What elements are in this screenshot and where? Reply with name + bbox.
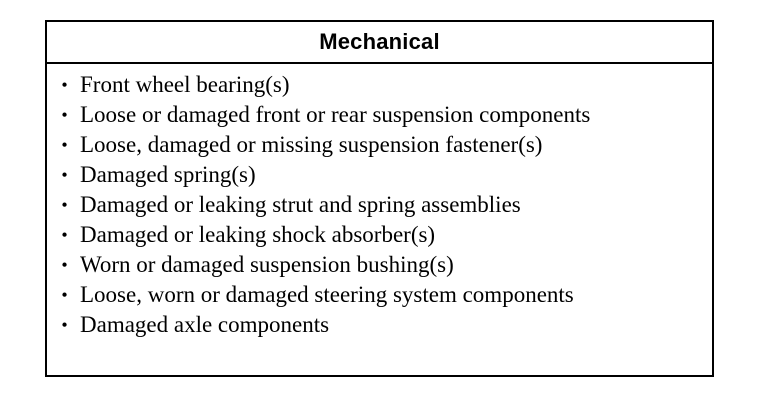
bullet-icon: • xyxy=(61,255,68,275)
bullet-icon: • xyxy=(61,135,68,155)
bullet-icon: • xyxy=(61,165,68,185)
bullet-icon: • xyxy=(61,225,68,245)
list-item-text: Worn or damaged suspension bushing(s) xyxy=(80,252,454,277)
list-item-text: Loose, damaged or missing suspension fastener(s) xyxy=(80,132,543,157)
list-item xyxy=(47,70,712,100)
list-item-text: Damaged axle components xyxy=(80,312,330,337)
list-item xyxy=(47,190,712,220)
list-item-text: Damaged or leaking strut and spring assemblies xyxy=(80,192,521,217)
list-item xyxy=(47,280,712,310)
list-item xyxy=(47,220,712,250)
list-item-text: Front wheel bearing(s) xyxy=(80,72,290,97)
list-item xyxy=(47,250,712,280)
bullet-icon: • xyxy=(61,315,68,335)
list-item-text: Loose or damaged front or rear suspension components xyxy=(80,102,591,127)
mechanical-panel xyxy=(45,20,714,377)
bullet-icon: • xyxy=(61,285,68,305)
bullet-icon: • xyxy=(61,105,68,125)
list-item xyxy=(47,160,712,190)
bullet-icon: • xyxy=(61,75,68,95)
list-item xyxy=(47,130,712,160)
list-item-text: Damaged or leaking shock absorber(s) xyxy=(80,222,436,247)
list-item-text: Loose, worn or damaged steering system components xyxy=(80,282,574,307)
panel-title: Mechanical xyxy=(319,29,440,54)
bullet-icon: • xyxy=(61,195,68,215)
panel-header xyxy=(47,22,712,64)
list-item xyxy=(47,310,712,340)
list-item-text: Damaged spring(s) xyxy=(80,162,256,187)
cause-list xyxy=(47,64,712,340)
list-item xyxy=(47,100,712,130)
